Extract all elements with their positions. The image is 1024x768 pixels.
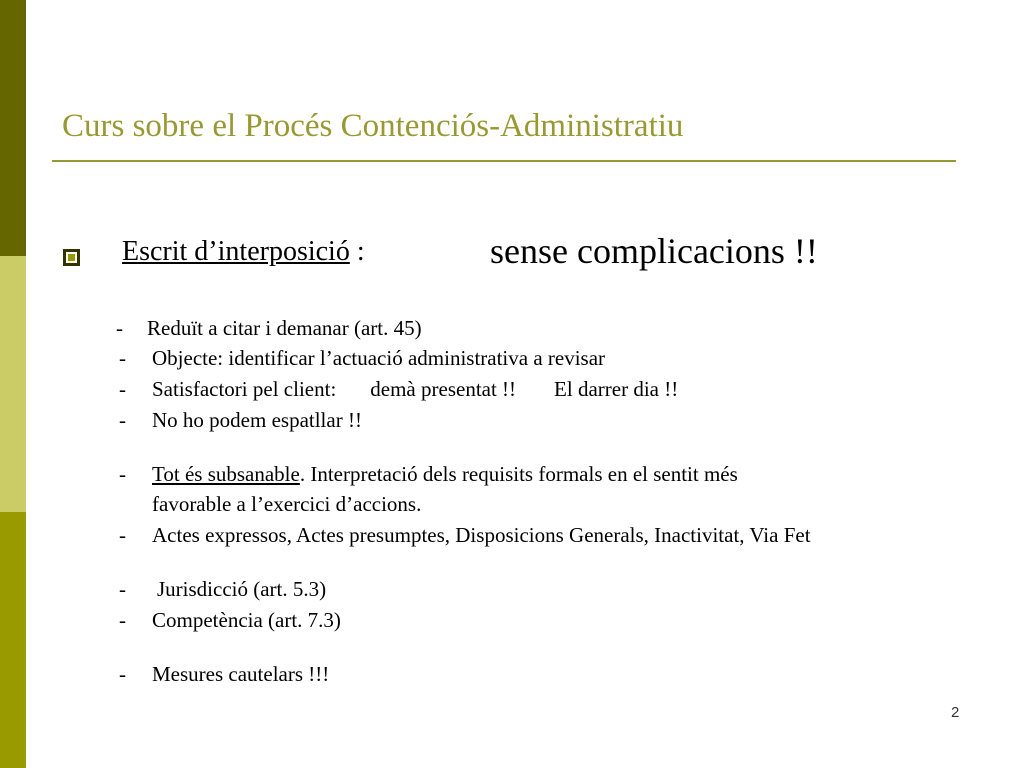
side-bar-dark (0, 0, 26, 256)
slide-title: Curs sobre el Procés Contenciós-Administratiu (62, 108, 684, 144)
list-item: - Tot és subsanable. Interpretació dels requisits formals en el sentit més (119, 462, 738, 486)
page-number: 2 (951, 704, 960, 721)
heading-underlined-text: Escrit d’interposició (122, 236, 350, 267)
heading-colon: : (349, 236, 365, 267)
list-item: - No ho podem espatllar !! (119, 408, 362, 432)
list-item-continuation: favorable a l’exercici d’accions. (152, 492, 422, 516)
list-item: - Reduït a citar i demanar (art. 45) (116, 316, 422, 340)
underlined-phrase: Tot és subsanable (152, 462, 300, 486)
side-bar-light (0, 256, 26, 512)
list-item: - Jurisdicció (art. 5.3) (119, 577, 327, 601)
list-item: - Mesures cautelars !!! (119, 662, 330, 686)
title-underline (52, 160, 956, 162)
side-bar-olive (0, 512, 26, 768)
list-item: - Objecte: identificar l’actuació administrativa a revisar (119, 346, 606, 370)
list-item: - Competència (art. 7.3) (119, 608, 341, 632)
square-bullet-icon (63, 249, 80, 266)
emphasis-text: sense complicacions !! (490, 231, 818, 271)
bullet-heading (122, 236, 365, 268)
list-item: - Satisfactori pel client: demà presentat !! El darrer dia !! (119, 377, 679, 401)
list-item: - Actes expressos, Actes presumptes, Disposicions Generals, Inactivitat, Via Fet (119, 523, 811, 547)
